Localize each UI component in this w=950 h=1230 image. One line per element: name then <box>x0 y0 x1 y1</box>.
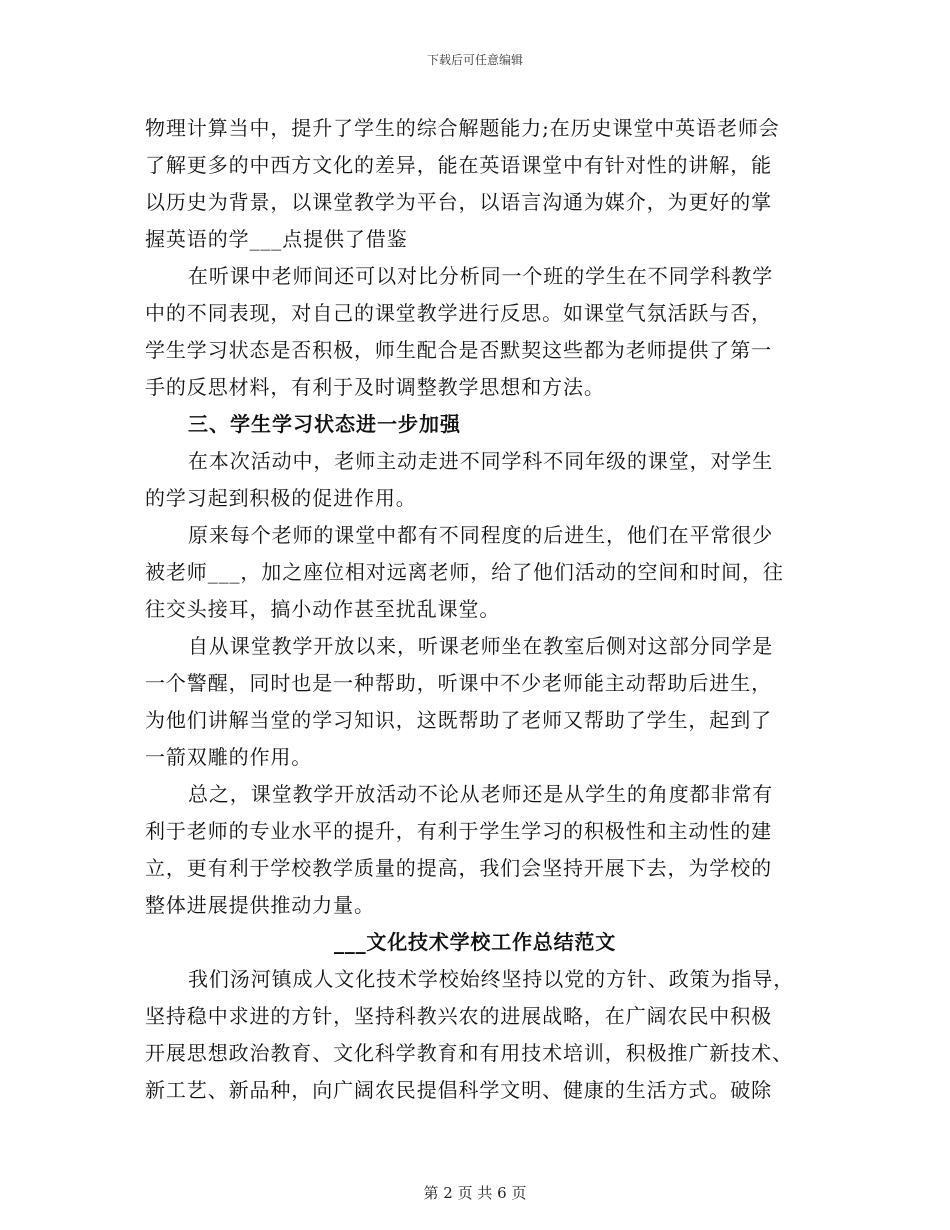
body-line: 了解更多的中西方文化的差异，能在英语课堂中有针对性的讲解，能 <box>145 153 772 177</box>
body-line: 握英语的学___点提供了借鉴 <box>145 227 408 251</box>
body-line: 学生学习状态是否积极，师生配合是否默契这些都为老师提供了第一 <box>145 338 772 362</box>
body-line: 一个警醒，同时也是一种帮助，听课中不少老师能主动帮助后进生， <box>145 671 772 695</box>
body-line: 自从课堂教学开放以来，听课老师坐在教室后侧对这部分同学是 <box>188 634 774 658</box>
body-line: 为他们讲解当堂的学习知识，这既帮助了老师又帮助了学生，起到了 <box>145 708 772 732</box>
body-line: 以历史为背景，以课堂教学为平台，以语言沟通为媒介，为更好的掌 <box>145 190 772 214</box>
body-line: 总之，课堂教学开放活动不论从老师还是从学生的角度都非常有 <box>188 782 774 806</box>
page-footer: 第 2 页 共 6 页 <box>423 1184 527 1202</box>
body-line: 整体进展提供推动力量。 <box>145 893 375 917</box>
body-line: 一箭双雕的作用。 <box>145 745 313 769</box>
body-line: 开展思想政治教育、文化科学教育和有用技术培训，积极推广新技术、 <box>145 1041 793 1065</box>
body-line: 在本次活动中，老师主动走进不同学科不同年级的课堂，对学生 <box>188 449 774 473</box>
body-line: 手的反思材料，有利于及时调整教学思想和方法。 <box>145 375 605 399</box>
section-heading: 三、学生学习状态进一步加强 <box>188 412 461 436</box>
body-line: 坚持稳中求进的方针，坚持科教兴农的进展战略，在广阔农民中积极 <box>145 1004 772 1028</box>
body-line: 我们汤河镇成人文化技术学校始终坚持以党的方针、政策为指导， <box>188 967 795 991</box>
body-line: 原来每个老师的课堂中都有不同程度的后进生，他们在平常很少 <box>188 523 774 547</box>
body-line: 新工艺、新品种，向广阔农民提倡科学文明、健康的生活方式。破除 <box>145 1078 772 1102</box>
body-line: 的学习起到积极的促进作用。 <box>145 486 417 510</box>
body-line: 在听课中老师间还可以对比分析同一个班的学生在不同学科教学 <box>188 264 774 288</box>
body-line: 中的不同表现，对自己的课堂教学进行反思。如课堂气氛活跃与否， <box>145 301 772 325</box>
body-line: 被老师___，加之座位相对远离老师，给了他们活动的空间和时间，往 <box>145 560 784 584</box>
page-header: 下载后可任意编辑 <box>426 53 523 67</box>
body-line: 立，更有利于学校教学质量的提高，我们会坚持开展下去，为学校的 <box>145 856 772 880</box>
body-line: 往交头接耳，搞小动作甚至扰乱课堂。 <box>145 597 501 621</box>
body-line: 物理计算当中，提升了学生的综合解题能力;在历史课堂中英语老师会 <box>145 116 780 140</box>
body-line: 利于老师的专业水平的提升，有利于学生学习的积极性和主动性的建 <box>145 819 772 843</box>
article-title: ___文化技术学校工作总结范文 <box>334 930 616 954</box>
